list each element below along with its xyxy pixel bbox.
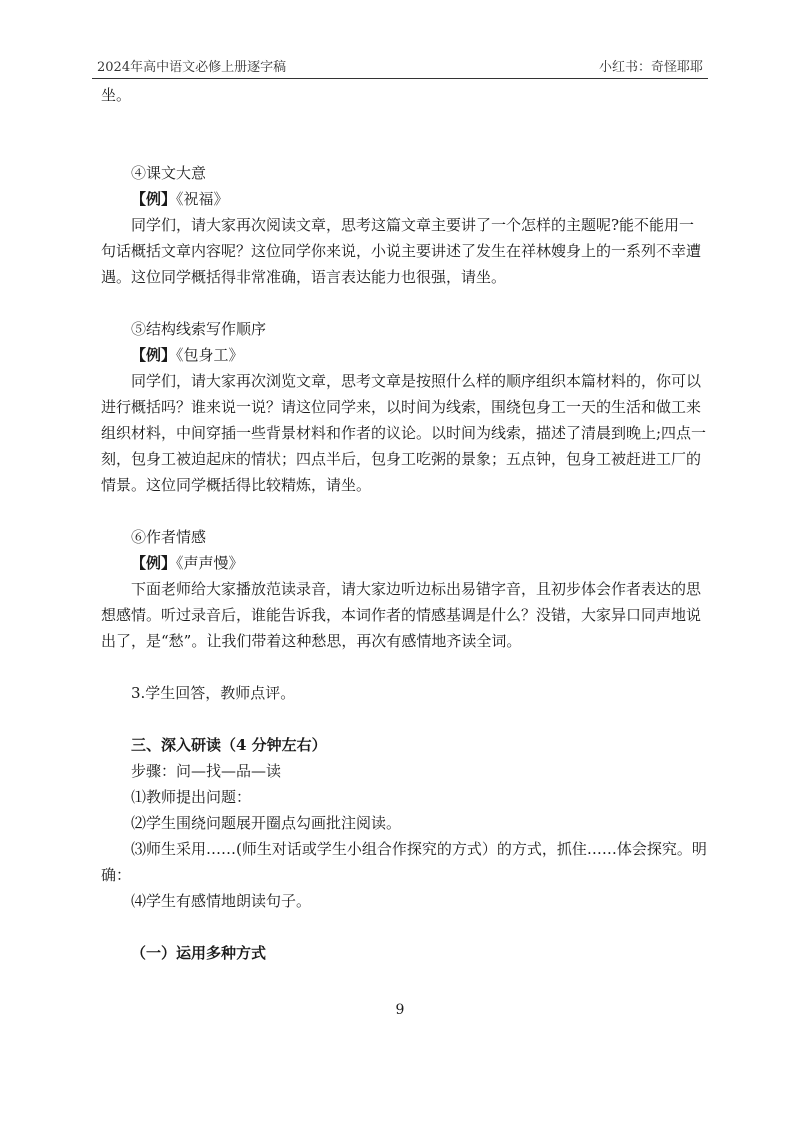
section-5-body: 同学们，请大家再次浏览文章，思考文章是按照什么样的顺序组织本篇材料的，你可以进行概括吗？谁来说一说？请这位同学来，以时间为线索，围绕包身工一天的生活和做工来组织材料，中间穿插一些背景材料和作者的议论。以时间为线索，描述了清晨到晚上;四点一刻，包身工被迫起床的情状；四点半后，包身工吃粥的景象；五点钟，包身工被赶进工厂的情景。这位同学概括得比较精炼，请坐。 [101, 372, 707, 494]
section-5-example [101, 342, 707, 368]
example-tag: 【例】 [131, 554, 177, 572]
subsection-1-title: （一）运用多种方式 [131, 944, 267, 962]
section-4-example [101, 186, 707, 212]
page-number: 9 [395, 1002, 405, 1018]
header-author: 小红书：奇怪耶耶 [598, 60, 703, 75]
student-answer-step: 3.学生回答，教师点评。 [131, 684, 296, 702]
section-5-heading: ⑤结构线索写作顺序 [131, 320, 267, 338]
section-3-step-4: ⑷学生有感情地朗读句子。 [131, 892, 312, 910]
section-3-step-2: ⑵学生围绕问题展开圈点勾画批注阅读。 [131, 814, 402, 832]
section-3-step-1: ⑴教师提出问题： [131, 788, 252, 806]
section-6-body: 下面老师给大家播放范读录音，请大家边听边标出易错字音，且初步体会作者表达的思想感情。听过录音后，谁能告诉我，本词作者的情感基调是什么？没错，大家异口同声地说出了，是“愁”。让我们带着这种愁思，再次有感情地齐读全词。 [101, 580, 702, 650]
section-4-body: 同学们，请大家再次阅读文章，思考这篇文章主要讲了一个怎样的主题呢?能不能用一句话概括文章内容呢？这位同学你来说，小说主要讲述了发生在祥林嫂身上的一系列不幸遭遇。这位同学概括得非常准确，语言表达能力也很强，请坐。 [101, 216, 702, 286]
section-3-title: 三、深入研读（4 分钟左右） [131, 736, 327, 754]
example-tag: 【例】 [131, 346, 177, 364]
section-6-example [101, 550, 707, 576]
header-divider [92, 78, 708, 79]
page-header [97, 56, 703, 78]
continued-text: 坐。 [101, 86, 132, 104]
page-body [101, 82, 707, 966]
example-title: 《声声慢》 [176, 554, 244, 572]
section-4-heading: ④课文大意 [131, 164, 207, 182]
example-title: 《包身工》 [176, 346, 244, 364]
section-3-steps: 步骤：问—找—品—读 [131, 762, 282, 780]
section-3-step-3: ⑶师生采用……(师生对话或学生小组合作探究的方式）的方式，抓住……体会探究。明确： [101, 840, 707, 884]
example-tag: 【例】 [131, 190, 177, 208]
header-doc-title: 2024年高中语文必修上册逐字稿 [97, 60, 287, 75]
section-6-heading: ⑥作者情感 [131, 528, 207, 546]
example-title: 《祝福》 [176, 190, 229, 208]
